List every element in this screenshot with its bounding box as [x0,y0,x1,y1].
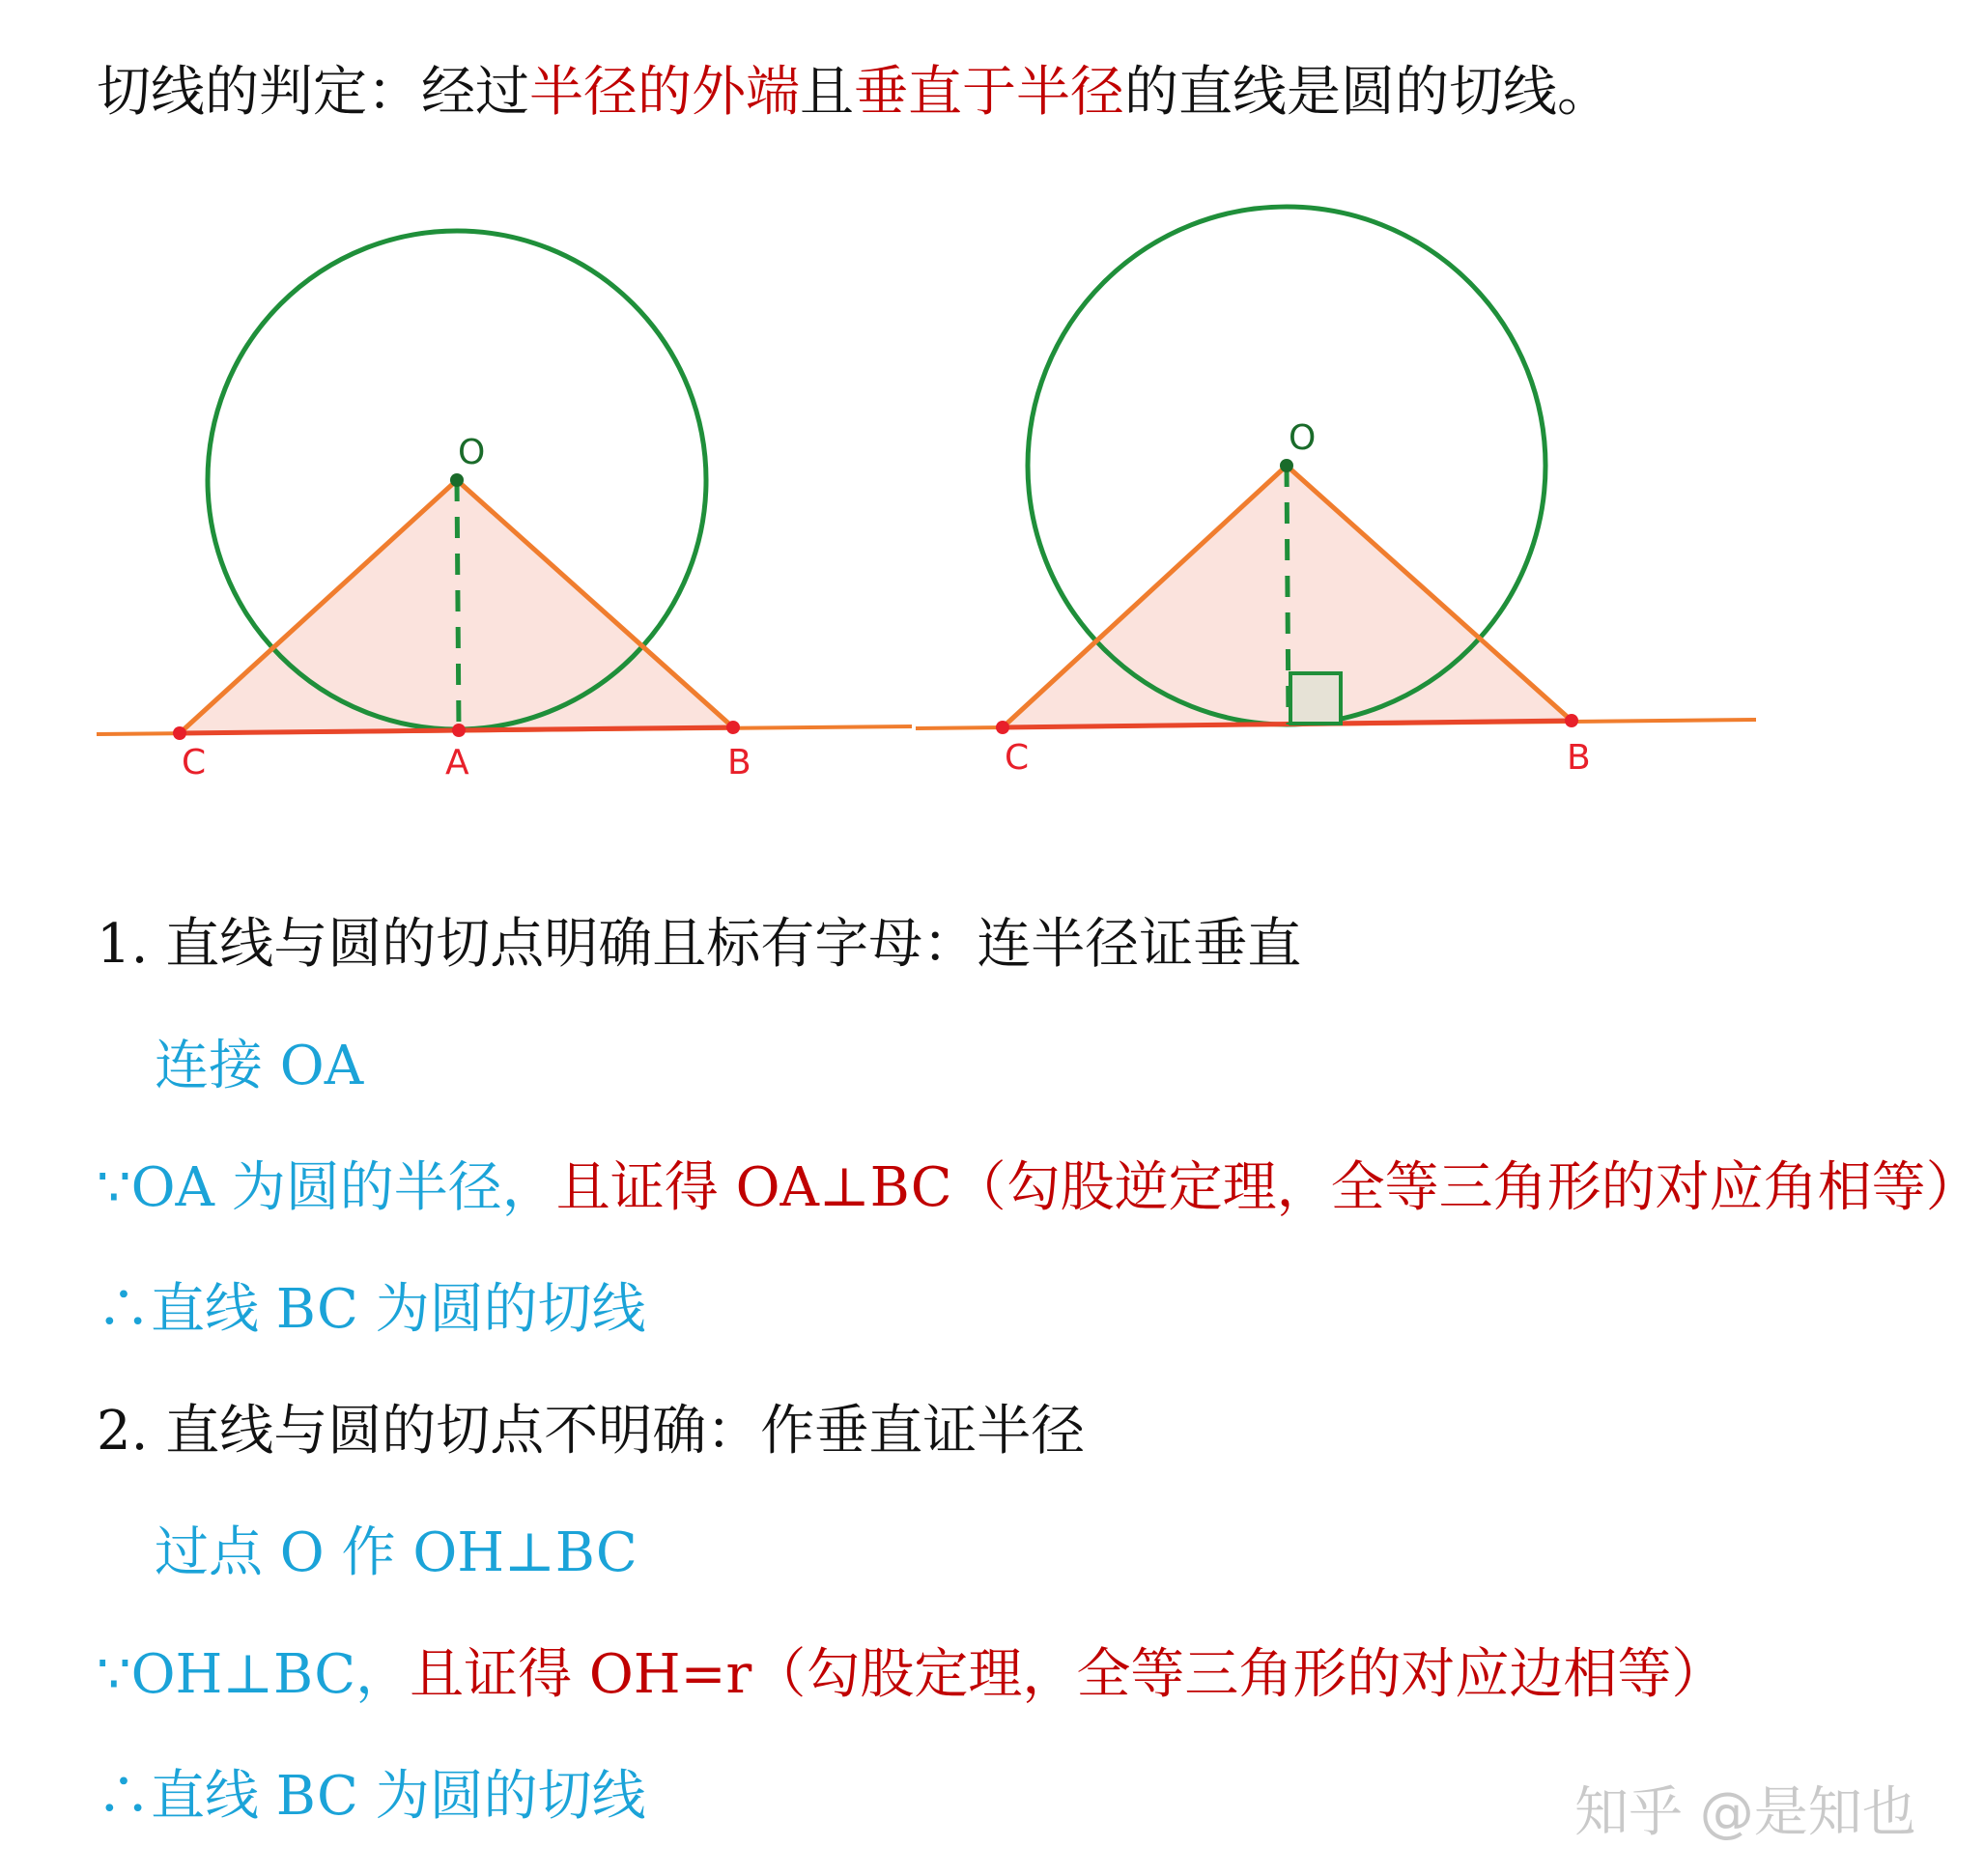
heading-part-3: 且 [800,61,854,124]
method2-conclusion: ∴直线 BC 为圆的切线 [97,1765,646,1828]
tangent-figures [0,174,1984,811]
left-point-a [452,724,466,737]
right-point-b [1565,714,1578,727]
method1-step1: 连接 OA [155,1035,364,1097]
method2-step2-proof: 且证得 OH=r（勾股定理，全等三角形的对应边相等） [410,1643,1726,1706]
method1-step2-proof: 且证得 OA⊥BC（勾股逆定理，全等三角形的对应角相等） [555,1156,1980,1219]
heading-part-1: 切线的判定：经过 [97,61,529,124]
left-point-c [173,726,186,740]
method2-title: 2. 直线与圆的切点不明确：作垂直证半径 [97,1400,1086,1463]
method1-title: 1. 直线与圆的切点明确且标有字母：连半径证垂直 [97,913,1302,976]
right-label-b: B [1567,738,1591,778]
right-point-c [996,721,1009,734]
method1-step2 [97,1153,1980,1223]
method2-step2-given: ∵OH⊥BC， [97,1643,411,1706]
heading-part-2: 半径的外端 [529,61,800,124]
right-label-c: C [1005,738,1030,778]
method2-step1: 过点 O 作 OH⊥BC [155,1521,638,1584]
method1-conclusion: ∴直线 BC 为圆的切线 [97,1278,646,1341]
right-point-o [1280,459,1293,472]
watermark: 知乎 @是知也 [1574,1781,1916,1844]
left-label-o: O [458,433,486,472]
heading-part-5: 的直线是圆的切线。 [1124,61,1611,124]
figure-right [916,207,1756,778]
left-label-a: A [445,743,469,782]
method2-step2 [97,1640,1725,1710]
left-point-o [450,473,464,487]
left-point-b [726,721,740,734]
right-angle-marker [1290,673,1341,724]
heading [97,58,1611,128]
heading-part-4: 垂直于半径 [854,61,1124,124]
method1-step2-given: ∵OA 为圆的半径， [97,1156,556,1219]
left-label-b: B [727,743,751,782]
figure-left [97,231,912,782]
left-label-c: C [182,743,207,782]
right-label-o: O [1289,418,1317,458]
